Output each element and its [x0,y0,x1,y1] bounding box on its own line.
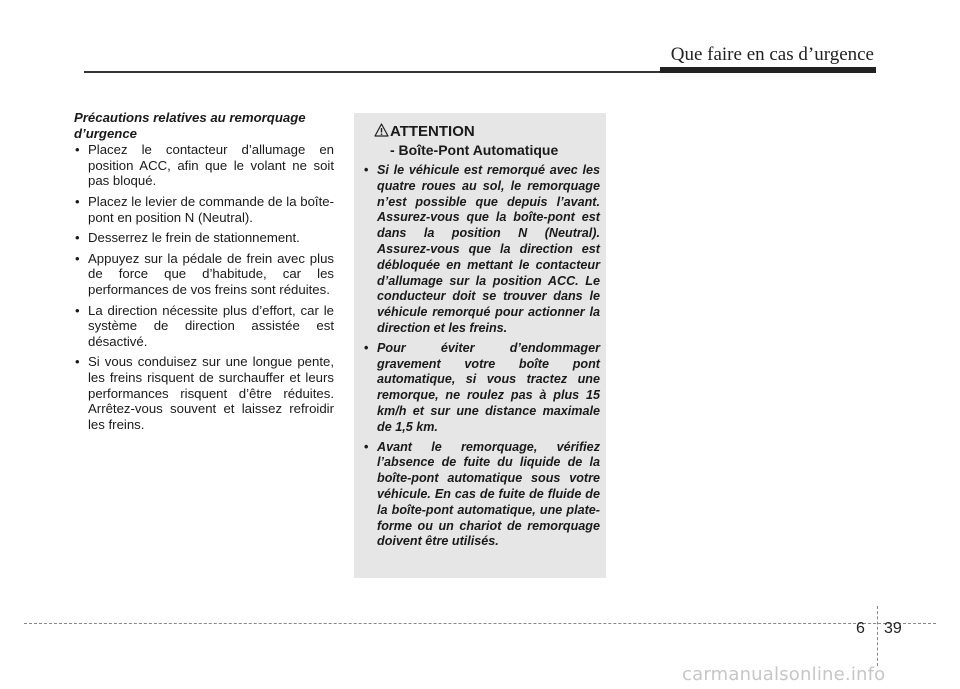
attention-header [364,123,600,141]
list-item: • Avant le remorquage, vérifiez l’absence de fuite du liquide de la boîte-pont automatique sous votre véhicule. En cas de fuite de fluide de la boîte-pont automatique, une plate-forme ou un chariot de remorquage doivent être utilisés. [364,440,600,551]
page-divider [877,606,878,666]
attention-subtitle: - Boîte-Pont Automatique [390,142,559,158]
watermark: carmanualsonline.info [682,664,886,685]
list-item: • Appuyez sur la pédale de frein avec plus de force que d’habitude, car les performances de vos freins sont réduites. [74,251,334,298]
list-item: • Si le véhicule est remorqué avec les quatre roues au sol, le remorquage n’est possible que depuis l’avant. Assurez-vous que la boîte-pont est dans la position N (Neutral). Assurez-vous que la direction est débloquée en mettant le contacteur d’allumage sur la position ACC. Le conducteur doit se trouver dans le véhicule remorqué pour actionner la direction et les freins. [364,163,600,337]
list-item: • Placez le contacteur d’allumage en position ACC, afin que le volant ne soit pas bloqué. [74,142,334,189]
warning-triangle-icon [374,123,389,142]
precautions-list [74,142,334,432]
chapter-number: 6 [856,620,865,637]
list-item: • Si vous conduisez sur une longue pente, les freins risquent de surchauffer et leurs performances risquent d’être réduites. Arrêtez-vous souvent et laissez refroidir les freins. [74,354,334,432]
section-title: Précautions relatives au remorquage d’urgence [74,110,306,141]
header-title: Que faire en cas d’urgence [670,44,874,65]
list-item: • Pour éviter d’endommager gravement votre boîte pont automatique, si vous tractez une remorque, ne roulez pas à plus 15 km/h et sur une distance maximale de 1,5 km. [364,341,600,436]
footer-rule [24,623,936,624]
left-column [74,110,334,437]
attention-title: ATTENTION [390,123,475,140]
page-number: 39 [884,620,902,637]
list-item: • Desserrez le frein de stationnement. [74,230,334,246]
attention-list [364,163,600,550]
header-rule-accent [660,67,876,73]
attention-box [354,113,606,578]
list-item: • Placez le levier de commande de la boîte-pont en position N (Neutral). [74,194,334,225]
list-item: • La direction nécessite plus d’effort, car le système de direction assistée est désactivé. [74,303,334,350]
